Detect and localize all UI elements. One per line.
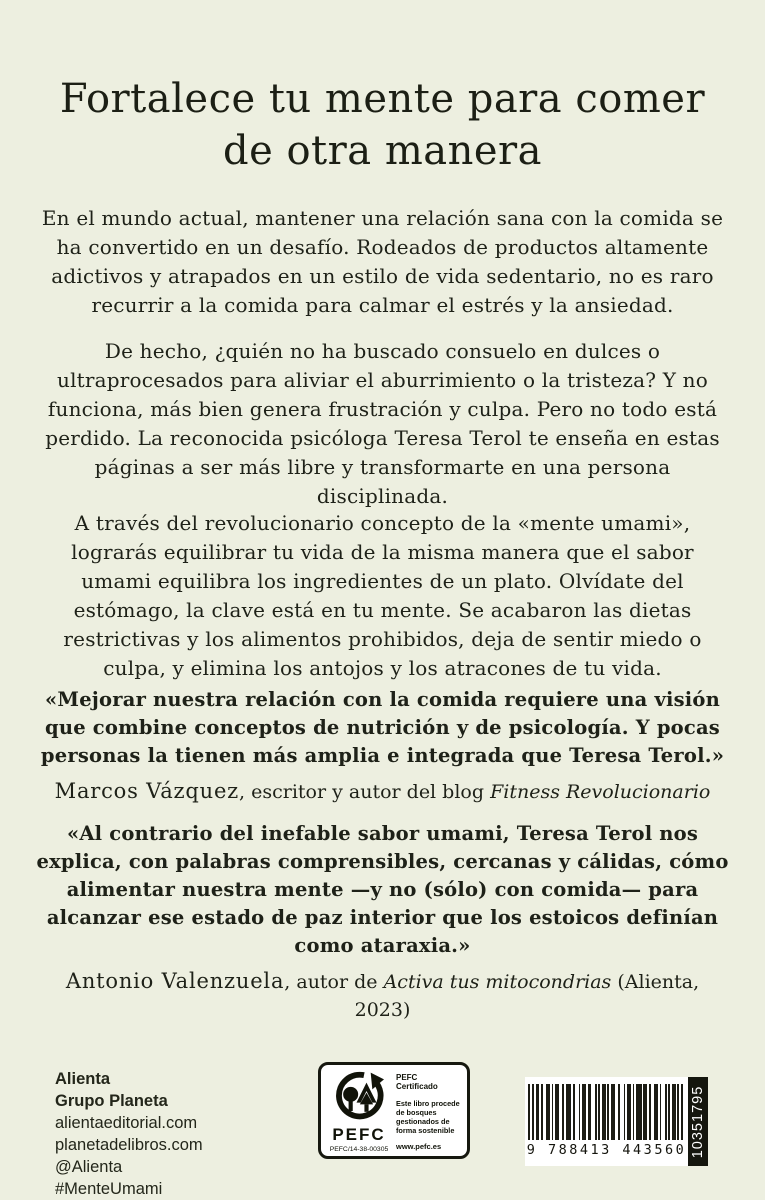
publisher-social-handle: @Alienta: [55, 1158, 123, 1176]
pefc-right-column: [396, 1071, 460, 1151]
publisher-imprint: Alienta: [55, 1070, 111, 1088]
quote-suffix: (Alienta, 2023): [354, 971, 700, 1021]
barcode: [525, 1077, 708, 1166]
page-title: Fortalece tu mente para comer de otra manera: [59, 75, 706, 174]
quote-author-role: , escritor y autor del blog: [239, 781, 491, 803]
pefc-trees-icon: [332, 1071, 386, 1126]
barcode-bars: [528, 1084, 684, 1140]
endorsement-quote-1: [36, 686, 729, 806]
pefc-left-column: [328, 1071, 390, 1151]
barcode-sku-number: 10351795: [690, 1085, 706, 1158]
quote-work-title: Fitness Revolucionario: [490, 781, 711, 803]
quote-author: Marcos Vázquez: [54, 779, 240, 803]
quote-work-title: Activa tus mitocondrias: [383, 971, 612, 993]
barcode-side-strip: [688, 1077, 708, 1166]
pefc-certified-label: PEFC Certificado: [396, 1073, 438, 1091]
pefc-license-code: PEFC/14-38-00305: [329, 1146, 389, 1153]
quote-attribution: [36, 777, 729, 806]
quote-text: «Al contrario del inefable sabor umami, Teresa Terol nos explica, con palabras comprensibles, cercanas y cálidas, cómo alimentar nuestra mente —y no (sólo) con comida— para alcanzar ese estado de paz interior que los estoicos definían como ataraxia.»: [36, 822, 729, 957]
endorsement-quote-2: [36, 820, 729, 1024]
pefc-wordmark: PEFC: [332, 1125, 386, 1144]
quote-attribution: [36, 967, 729, 1024]
barcode-ean-number: 9 788413 443560: [526, 1142, 687, 1158]
publisher-website-1: alientaeditorial.com: [55, 1114, 198, 1132]
pefc-certification-label: [318, 1062, 470, 1159]
third-paragraph: A través del revolucionario concepto de la «mente umami», lograrás equilibrar tu vida de la misma manera que el sabor umami equilibra los ingredientes de un plato. Olvídate del estómago, la clave está en tu mente. Se acabaron las dietas restrictivas y los alimentos prohibidos, deja de sentir miedo o culpa, y elimina los antojos y los atracones de tu vida.: [63, 511, 702, 680]
quote-text: «Mejorar nuestra relación con la comida requiere una visión que combine conceptos de nutrición y de psicología. Y pocas personas la tienen más amplia e integrada que Teresa Terol.»: [40, 688, 725, 767]
second-paragraph: De hecho, ¿quién no ha buscado consuelo en dulces o ultraprocesados para aliviar el aburrimiento o la tristeza? Y no funciona, más bien genera frustración y culpa. Pero no todo está perdido. La reconocida psicóloga Teresa Terol te enseña en estas páginas a ser más libre y transformarte en una persona disciplinada.: [45, 339, 720, 508]
quote-author-role: , autor de: [284, 971, 384, 993]
pefc-claim-text: Este libro procede de bosques gestionados de forma sostenible: [396, 1098, 460, 1135]
pefc-website: www.pefc.es: [396, 1142, 442, 1151]
publisher-website-2: planetadelibros.com: [55, 1136, 203, 1154]
quote-author: Antonio Valenzuela: [65, 969, 285, 993]
intro-paragraph: En el mundo actual, mantener una relación sana con la comida se ha convertido en un desafío. Rodeados de productos altamente adictivos y atrapados en un estilo de vida sedentario, no es raro recurrir a la comida para calmar el estrés y la ansiedad.: [41, 206, 724, 317]
publisher-block: [55, 1068, 203, 1200]
barcode-main: [525, 1077, 688, 1166]
publisher-hashtag: #MenteUmami: [55, 1180, 163, 1198]
publisher-group: Grupo Planeta: [55, 1092, 168, 1110]
